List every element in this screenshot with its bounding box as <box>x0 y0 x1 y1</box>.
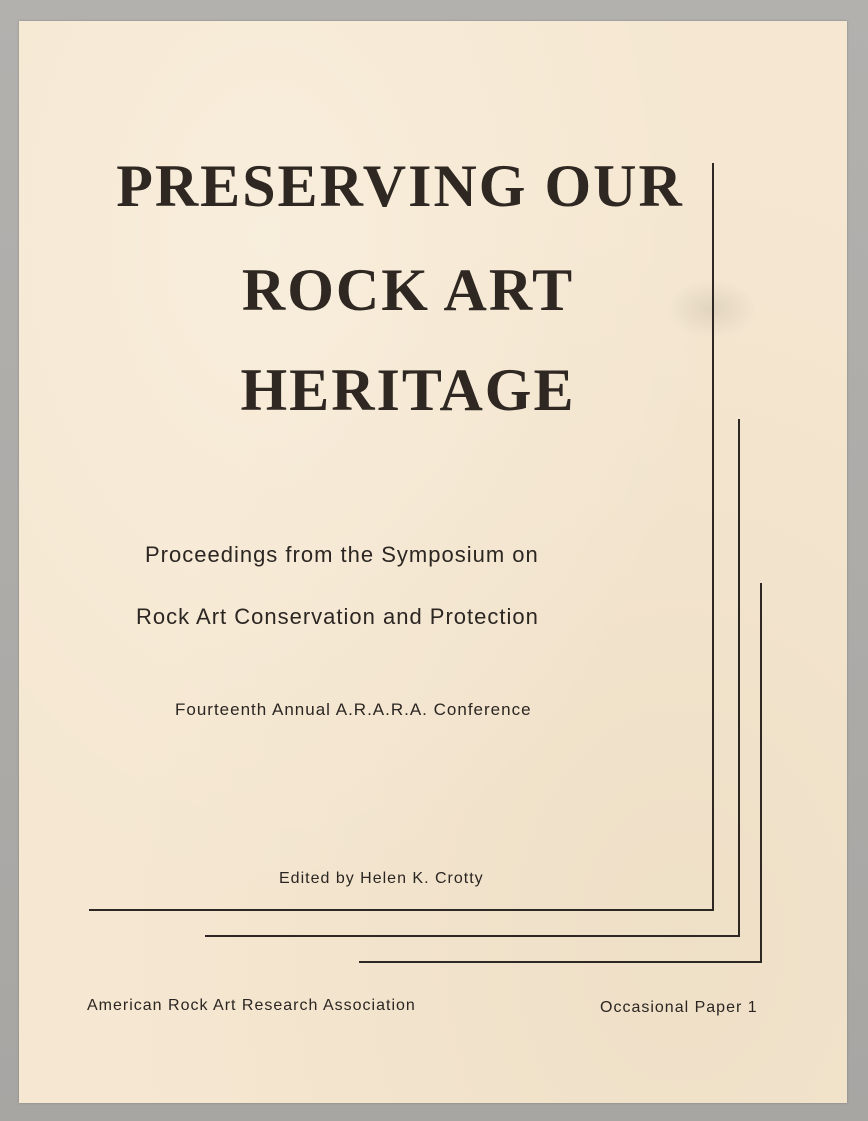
conference-line: Fourteenth Annual A.R.A.R.A. Conference <box>175 700 532 719</box>
editor-credit: Edited by Helen K. Crotty <box>279 870 484 887</box>
frame-rule-vertical-2 <box>738 419 740 937</box>
frame-rule-horizontal-1 <box>89 909 714 911</box>
frame-rule-vertical-3 <box>760 583 762 963</box>
frame-rule-horizontal-2 <box>205 935 740 937</box>
subtitle-line-2: Rock Art Conservation and Protection <box>136 604 539 629</box>
subtitle-line-1: Proceedings from the Symposium on <box>145 542 539 567</box>
publisher-name: American Rock Art Research Association <box>87 997 416 1014</box>
title-line-2: ROCK ART <box>241 257 575 323</box>
title-line-3: HERITAGE <box>240 357 576 423</box>
frame-rule-horizontal-3 <box>359 961 762 963</box>
title-line-1: PRESERVING OUR <box>116 153 684 219</box>
series-label: Occasional Paper 1 <box>600 999 758 1016</box>
frame-rule-vertical-1 <box>712 163 714 911</box>
